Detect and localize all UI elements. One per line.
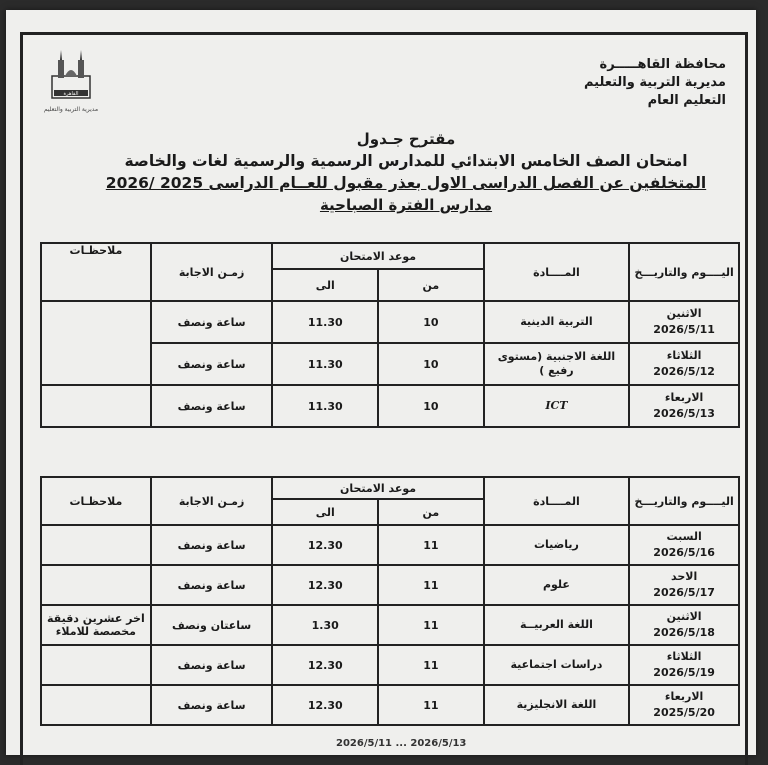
- date-label: 2026/5/16: [653, 546, 715, 559]
- duration-cell: ساعة ونصف: [151, 343, 273, 385]
- day-date-cell: [629, 525, 739, 565]
- from-cell: 11: [378, 525, 484, 565]
- day-label: السبت: [666, 530, 702, 543]
- subject-cell: اللغة العربيــة: [484, 605, 630, 645]
- duration-cell: ساعة ونصف: [151, 685, 273, 725]
- header-from: من: [378, 269, 484, 301]
- day-label: الاربعاء: [664, 391, 704, 404]
- date-label: 2026/5/13: [653, 407, 715, 420]
- date-label: 2026/5/17: [653, 586, 715, 599]
- to-cell: 11.30: [272, 385, 378, 427]
- title-exam: امتحان الصف الخامس الابتدائي للمدارس الرسمية والرسمية لغات والخاصة: [124, 152, 688, 170]
- subject-cell: علوم: [484, 565, 630, 605]
- table-row: [41, 685, 739, 725]
- day-date-cell: [629, 685, 739, 725]
- document-title: [86, 128, 726, 216]
- header-duration: زمـن الاجابة: [151, 243, 273, 301]
- notes-cell: [41, 301, 151, 385]
- day-label: الاثنين: [666, 307, 702, 320]
- notes-cell: اخر عشرين دقيقة مخصصة للاملاء: [41, 605, 151, 645]
- from-cell: 10: [378, 343, 484, 385]
- table-row: [41, 525, 739, 565]
- date-label: 2026/5/18: [653, 626, 715, 639]
- notes-cell: [41, 645, 151, 685]
- day-label: الثلاثاء: [666, 650, 702, 663]
- notes-cell: [41, 565, 151, 605]
- table-row: [41, 301, 739, 343]
- day-date-cell: [629, 565, 739, 605]
- subject-cell: دراسات اجتماعية: [484, 645, 630, 685]
- day-date-cell: [629, 343, 739, 385]
- header-duration: زمـن الاجابة: [151, 477, 273, 525]
- header-day-date: اليــــوم والتاريـــخ: [629, 243, 739, 301]
- from-cell: 11: [378, 565, 484, 605]
- duration-cell: ساعة ونصف: [151, 525, 273, 565]
- to-cell: 12.30: [272, 685, 378, 725]
- to-cell: 12.30: [272, 565, 378, 605]
- title-proposal: مقترح جـدول: [356, 130, 456, 148]
- subject-cell: اللغة الاجنبية (مستوى رفيع ): [484, 343, 630, 385]
- to-cell: 12.30: [272, 525, 378, 565]
- to-cell: 11.30: [272, 343, 378, 385]
- day-date-cell: [629, 605, 739, 645]
- directorate-label: مديرية التربية والتعليم: [583, 75, 726, 90]
- day-date-cell: [629, 645, 739, 685]
- footer-text: 2026/5/13 ... 2026/5/11: [336, 738, 467, 749]
- day-date-cell: [629, 301, 739, 343]
- subject-cell: التربية الدينية: [484, 301, 630, 343]
- notes-cell: [41, 525, 151, 565]
- from-cell: 11: [378, 685, 484, 725]
- governorate-label: محافظة القاهـــــرة: [599, 57, 726, 72]
- date-label: 2026/5/11: [653, 323, 715, 336]
- notes-cell: [41, 385, 151, 427]
- to-cell: 12.30: [272, 645, 378, 685]
- to-cell: 11.30: [272, 301, 378, 343]
- ministry-logo: [36, 46, 106, 126]
- from-cell: 10: [378, 385, 484, 427]
- header-notes: ملاحظـات: [41, 243, 151, 301]
- header-to: الى: [272, 499, 378, 525]
- date-label: 2025/5/20: [653, 706, 715, 719]
- logo-caption: مديرية التربية والتعليم: [43, 106, 99, 113]
- table-row: [41, 645, 739, 685]
- duration-cell: ساعة ونصف: [151, 385, 273, 427]
- subject-cell: ICT: [484, 385, 630, 427]
- day-label: الاربعاء: [664, 690, 704, 703]
- day-label: الاحد: [670, 570, 698, 583]
- table-row: [41, 565, 739, 605]
- exam-schedule-table-1: [40, 242, 740, 428]
- header-to: الى: [272, 269, 378, 301]
- title-absentees: المتخلفين عن الفصل الدراسى الاول بعذر مقبول للعــام الدراسى 2025 /2026: [105, 174, 707, 192]
- svg-text:القاهرة: القاهرة: [63, 91, 79, 97]
- subject-cell: رياضيات: [484, 525, 630, 565]
- from-cell: 11: [378, 645, 484, 685]
- header-exam-time: موعد الامتحان: [272, 243, 483, 269]
- from-cell: 11: [378, 605, 484, 645]
- document-sheet: [6, 10, 756, 755]
- issuer-header: [506, 56, 726, 110]
- header-exam-time: موعد الامتحان: [272, 477, 483, 499]
- table-row: [41, 605, 739, 645]
- date-label: 2026/5/12: [653, 365, 715, 378]
- day-label: الثلاثاء: [666, 349, 702, 362]
- duration-cell: ساعتان ونصف: [151, 605, 273, 645]
- to-cell: 1.30: [272, 605, 378, 645]
- header-subject: المــــادة: [484, 477, 630, 525]
- duration-cell: ساعة ونصف: [151, 301, 273, 343]
- day-date-cell: [629, 385, 739, 427]
- day-label: الاثنين: [666, 610, 702, 623]
- header-day-date: اليــــوم والتاريـــخ: [629, 477, 739, 525]
- duration-cell: ساعة ونصف: [151, 565, 273, 605]
- title-morning-schools: مدارس الفترة الصباحية: [319, 196, 493, 214]
- notes-cell: [41, 685, 151, 725]
- header-subject: المــــادة: [484, 243, 630, 301]
- subject-cell: اللغة الانجليزية: [484, 685, 630, 725]
- from-cell: 10: [378, 301, 484, 343]
- department-label: التعليم العام: [647, 93, 726, 108]
- exam-schedule-table-2: [40, 476, 740, 726]
- header-notes: ملاحظـات: [41, 477, 151, 525]
- table-row: [41, 385, 739, 427]
- header-from: من: [378, 499, 484, 525]
- citadel-emblem-icon: [48, 46, 94, 106]
- duration-cell: ساعة ونصف: [151, 645, 273, 685]
- date-label: 2026/5/19: [653, 666, 715, 679]
